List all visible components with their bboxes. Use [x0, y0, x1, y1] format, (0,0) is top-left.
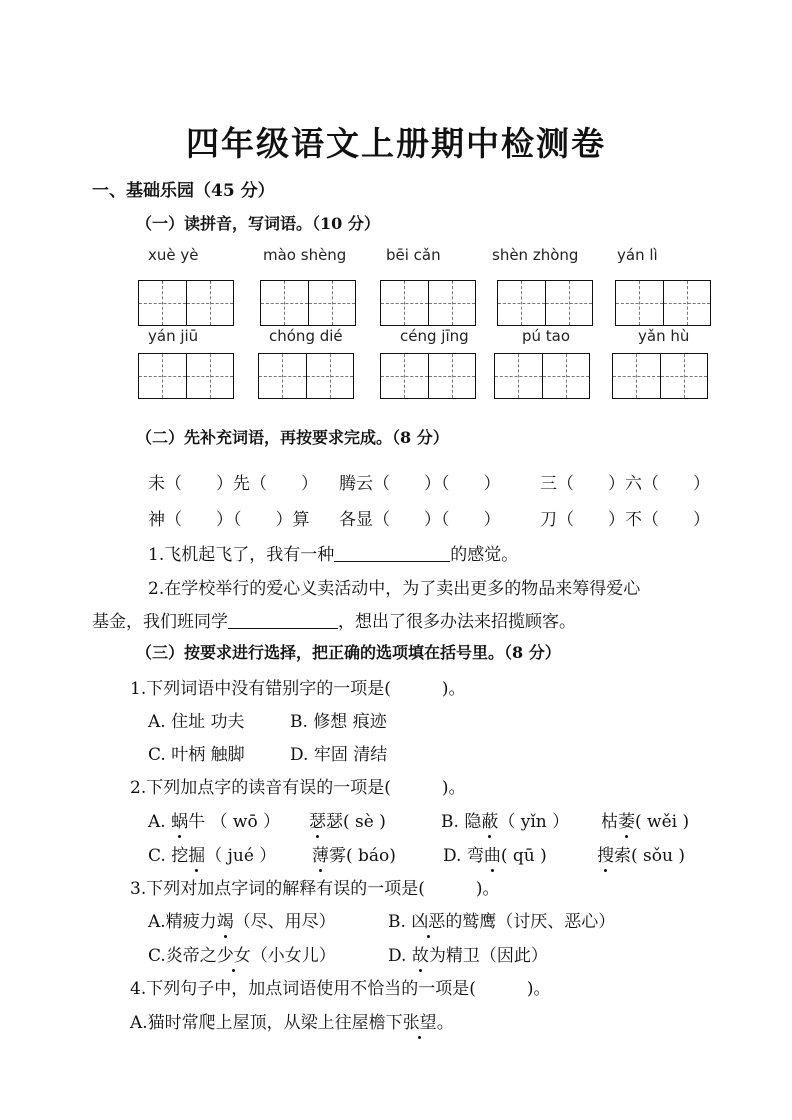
pinyin-label: shèn zhòng [492, 246, 579, 264]
dotted-char: 凶恶 [411, 907, 445, 932]
part-1-heading: （一）读拼音，写词语。（10 分） [136, 214, 380, 233]
pinyin-label: xuè yè [148, 246, 199, 264]
option-c[interactable] [148, 841, 276, 866]
answer-blank[interactable] [228, 612, 338, 629]
word-text: 牛 （ wō ） [188, 812, 281, 832]
dotted-char: 故 [412, 941, 429, 966]
dotted-char: 薄 [312, 841, 329, 866]
fill-sentence-2-line-1: 2.在学校举行的爱心义卖活动中，为了卖出更多的物品来筹得爱心 [148, 579, 641, 599]
sentence-text: ，想出了很多办法来招揽顾客。 [338, 612, 576, 632]
fill-sentence-1 [148, 540, 518, 565]
word-text: 索( sǒu ) [614, 846, 685, 866]
option-label: D. [443, 846, 462, 866]
word-text: 。 [436, 1013, 454, 1033]
part-2-heading: （二）先补充词语，再按要求完成。（8 分） [136, 428, 449, 447]
section-1-heading: 一、基础乐园（45 分） [92, 181, 275, 201]
part-3-heading: （三）按要求进行选择，把正确的选项填在括号里。（8 分） [136, 643, 561, 662]
dotted-char: 少女 [217, 941, 251, 966]
dotted-char: 蔽 [481, 807, 498, 832]
idiom-fill: 各显（ ）（ ） [339, 510, 501, 530]
dotted-char: 蜗 [171, 807, 188, 832]
option-b-word-2 [601, 807, 689, 832]
pinyin-label: chóng dié [269, 327, 343, 345]
pinyin-label: pú tao [522, 327, 571, 345]
option-label: A. [148, 812, 166, 832]
question-stem: 3.下列对加点字词的解释有误的一项是( )。 [130, 879, 500, 899]
sentence-text: 的感觉。 [450, 545, 519, 565]
word-text: （ jué ） [205, 846, 277, 866]
word-text: 隐 [464, 812, 482, 832]
idiom-fill: 腾云（ ）（ ） [339, 474, 501, 494]
sentence-text: 1.飞机起飞了，我有一种 [148, 545, 335, 565]
option-d-word-2 [597, 841, 685, 866]
idiom-fill: 未（ ）先（ ） [148, 474, 318, 494]
dotted-char: 曲 [484, 841, 501, 866]
word-text: 雾( báo) [329, 846, 396, 866]
word-text: 枯 [601, 812, 618, 832]
word-text: A.精疲力 [148, 912, 217, 932]
writing-grid[interactable] [138, 353, 234, 399]
option-d[interactable] [388, 941, 548, 966]
word-text: （小女儿） [250, 946, 336, 966]
pinyin-label: yǎn hù [638, 327, 690, 345]
word-text: （尽、用尽） [233, 912, 336, 932]
writing-grid[interactable] [497, 280, 593, 326]
word-text: 弯 [466, 846, 484, 866]
idiom-fill: 神（ ）（ ）算 [148, 510, 310, 530]
word-text: （ yǐn ） [498, 812, 570, 832]
writing-grid[interactable] [380, 280, 476, 326]
word-text: A.猫时常爬上屋顶，从梁上往屋檐下 [130, 1013, 403, 1033]
word-text: 挖 [171, 846, 189, 866]
question-stem: 4.下列句子中，加点词语使用不恰当的一项是( )。 [130, 979, 551, 999]
option-label: C. [148, 846, 166, 866]
option-a[interactable]: A. 住址 功夫 [148, 712, 245, 732]
option-c[interactable] [148, 941, 336, 966]
writing-grid[interactable] [260, 280, 356, 326]
word-text: 为精卫（因此） [428, 946, 548, 966]
word-text: ( wěi ) [635, 812, 690, 832]
word-text: 的鹫鹰（讨厌、恶心） [445, 912, 616, 932]
answer-blank[interactable] [334, 545, 450, 562]
writing-grid[interactable] [138, 280, 234, 326]
option-c[interactable]: C. 叶柄 触脚 [148, 745, 245, 765]
word-text: D. [388, 946, 412, 966]
writing-grid[interactable] [615, 280, 711, 326]
writing-grid[interactable] [494, 353, 590, 399]
word-text: C.炎帝之 [148, 946, 217, 966]
question-stem: 1.下列词语中没有错别字的一项是( )。 [130, 679, 466, 699]
idiom-fill: 三（ ）六（ ） [540, 474, 710, 494]
option-a[interactable] [148, 807, 280, 832]
writing-grid[interactable] [612, 353, 708, 399]
sentence-text: 基金，我们班同学 [92, 612, 228, 632]
page-title: 四年级语文上册期中检测卷 [186, 124, 606, 163]
dotted-char: 瑟 [309, 807, 326, 832]
dotted-char: 萎 [618, 807, 635, 832]
question-stem: 2.下列加点字的读音有误的一项是( )。 [130, 778, 466, 798]
pinyin-label: yán jiū [148, 327, 199, 345]
option-b[interactable] [441, 807, 569, 832]
option-d[interactable]: D. 牢固 清结 [290, 745, 388, 765]
option-b[interactable] [388, 907, 615, 932]
word-text: 瑟( sè ) [326, 812, 386, 832]
option-d[interactable] [443, 841, 547, 866]
fill-sentence-2-line-2 [92, 607, 576, 632]
writing-grid[interactable] [258, 353, 354, 399]
dotted-char: 竭 [217, 907, 234, 932]
writing-grid[interactable] [380, 353, 476, 399]
option-b[interactable]: B. 修想 痕迹 [290, 712, 387, 732]
option-a[interactable] [130, 1008, 454, 1033]
pinyin-label: céng jīng [400, 327, 469, 345]
pinyin-label: yán lì [617, 246, 658, 264]
dotted-char: 掘 [188, 841, 205, 866]
option-label: B. [441, 812, 459, 832]
dotted-char: 张望 [403, 1008, 437, 1033]
option-c-word-2 [312, 841, 396, 866]
idiom-fill: 刀（ ）不（ ） [540, 510, 710, 530]
option-a[interactable] [148, 907, 336, 932]
pinyin-label: mào shèng [263, 246, 347, 264]
word-text: B. [388, 912, 412, 932]
dotted-char: 搜 [597, 841, 614, 866]
option-a-word-2 [309, 807, 386, 832]
word-text: ( qū ) [500, 846, 547, 866]
pinyin-label: bēi cǎn [386, 246, 441, 264]
